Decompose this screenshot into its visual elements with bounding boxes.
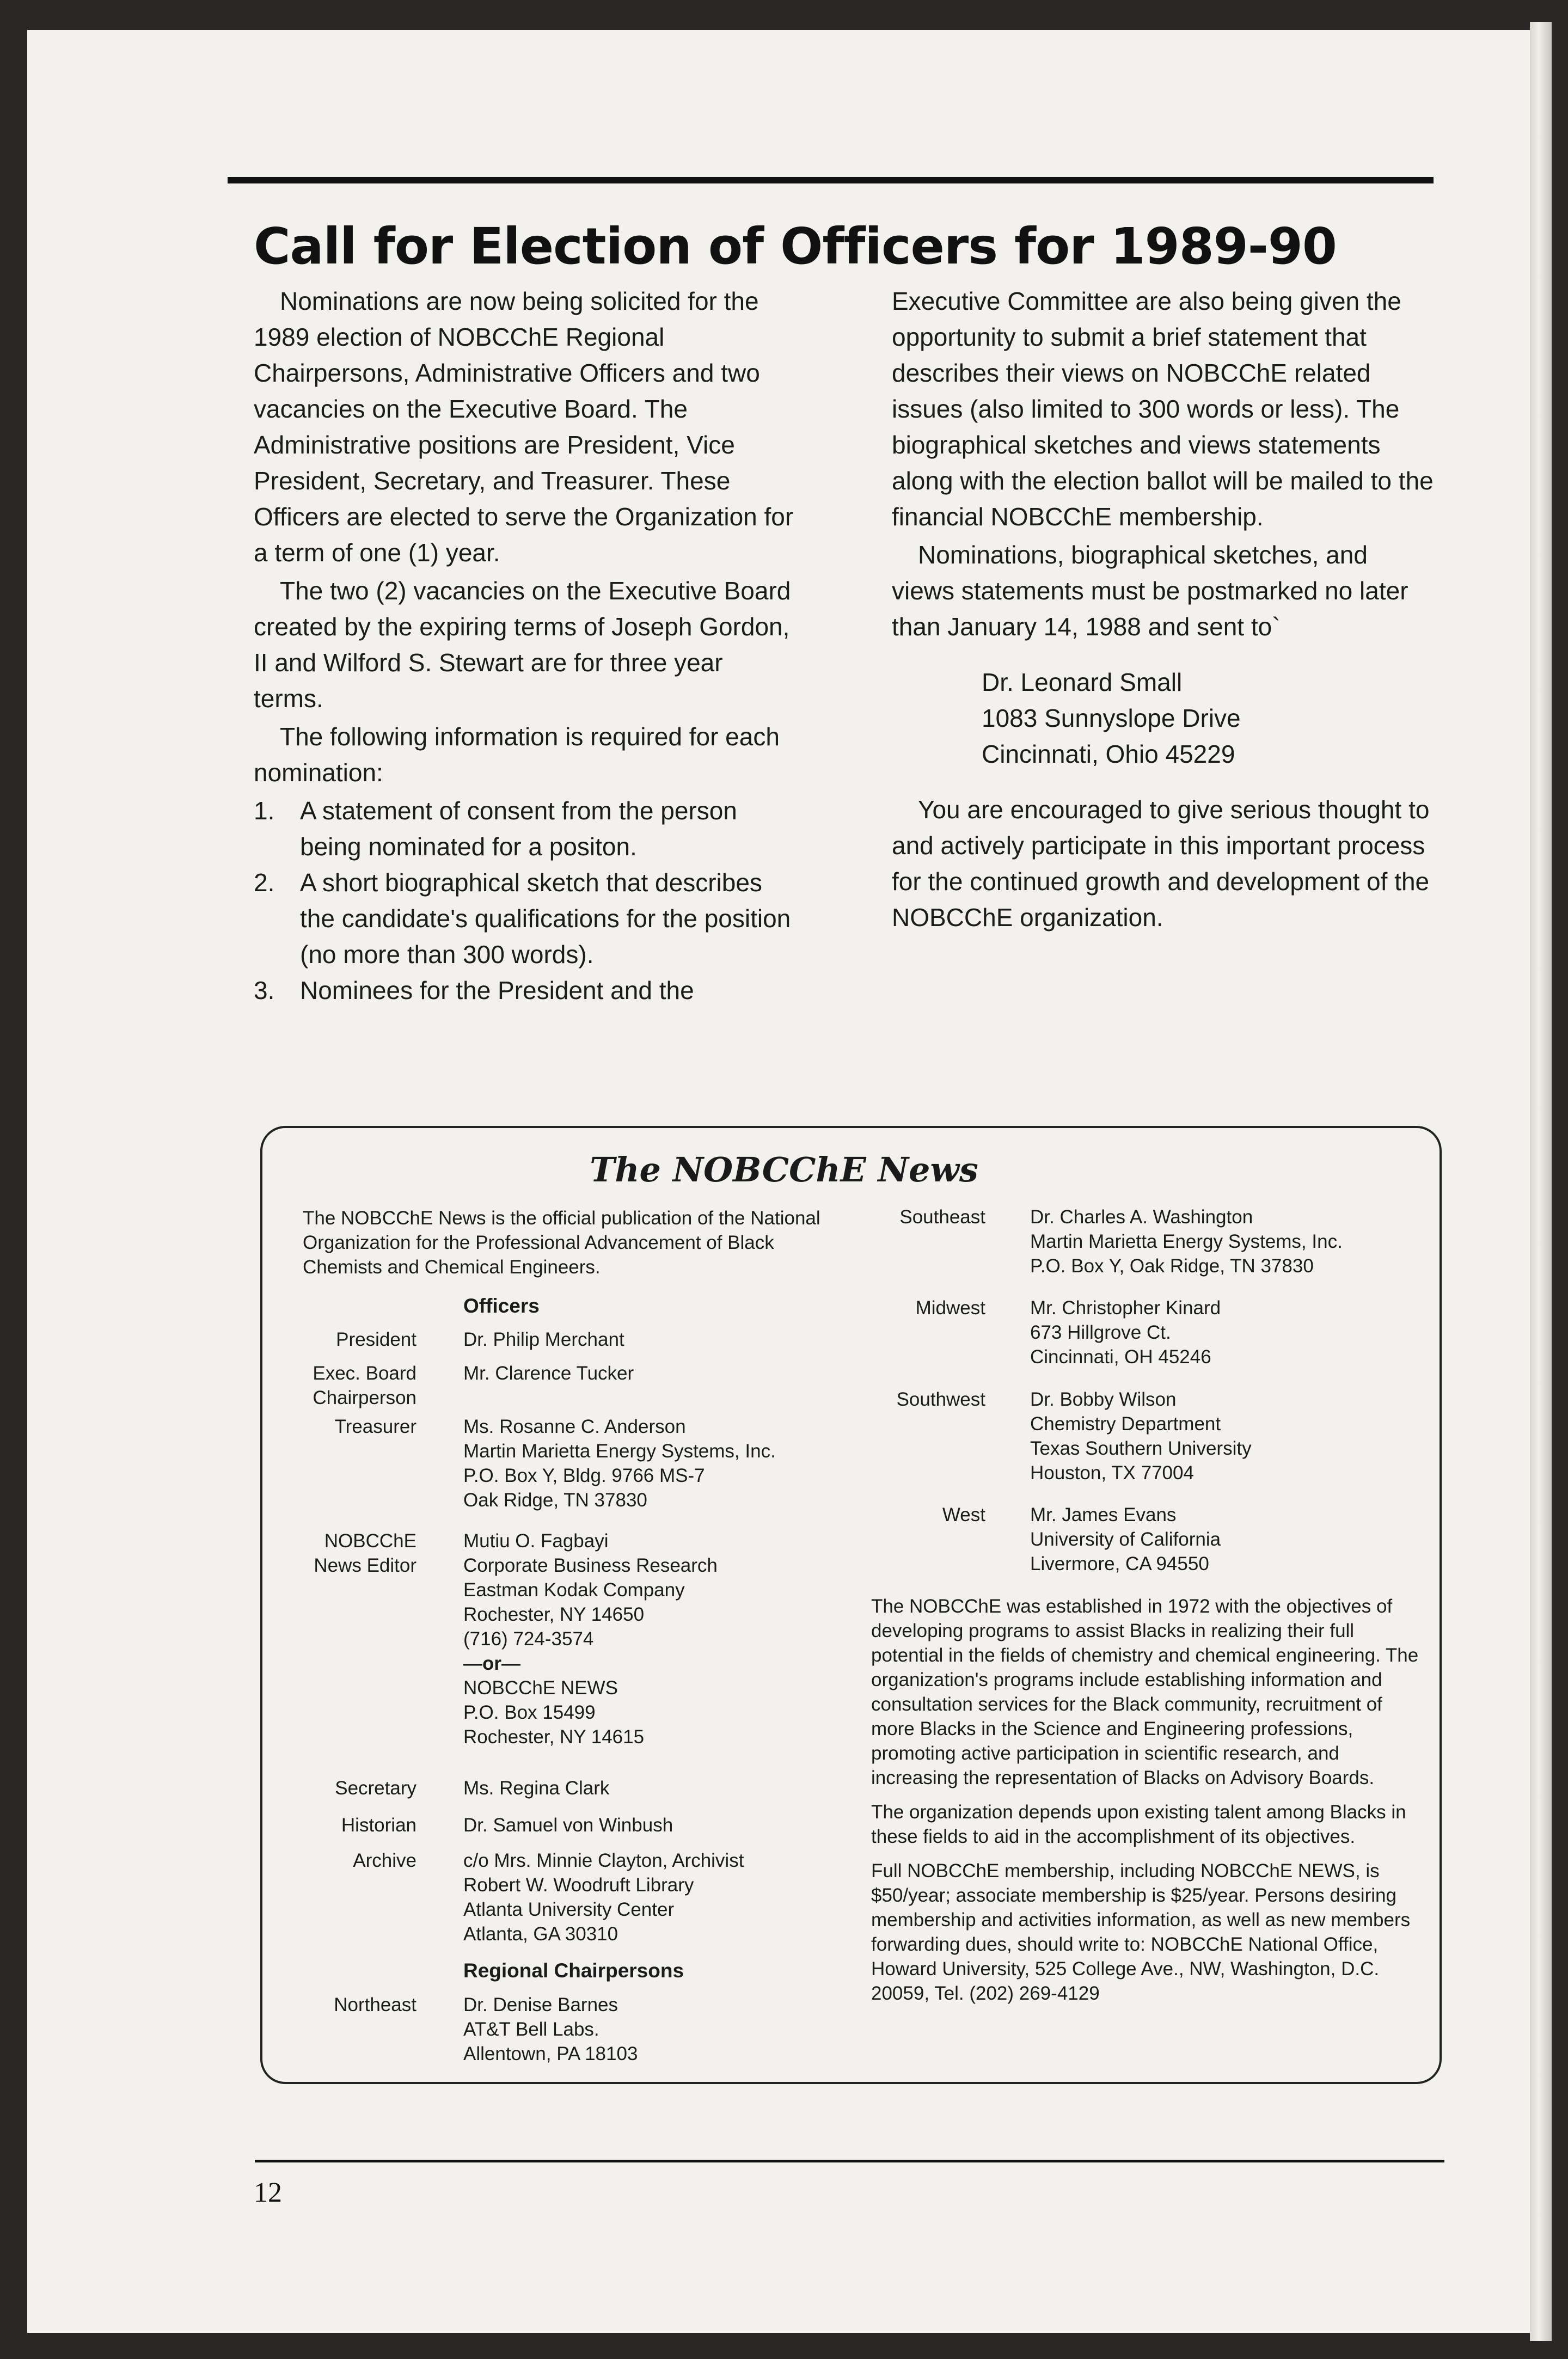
role-detail-line: AT&T Bell Labs. [463,2019,599,2040]
role-detail-line: Ms. Rosanne C. Anderson [463,1416,686,1437]
requirements-list [254,793,798,1008]
role-detail-line: Dr. Denise Barnes [463,1994,618,2015]
role-detail-line: Ms. Regina Clark [463,1778,610,1799]
top-rule [228,177,1434,183]
about-paragraph: The organization depends upon existing talent among Blacks in these fields to aid in the accomplishment of its objectives. [871,1802,1406,1847]
bottom-rule [255,2160,1444,2162]
list-text: Nominees for the President and the [300,976,694,1004]
article-paragraph: Executive Committee are also being given the opportunity to submit a brief statement that describes their views on NOBCChE related issues (also limited to 300 words or less). The biographical sketches and views statements along with the election ballot will be mailed to the financial NOBCChE membership. [892,287,1434,531]
closing-paragraph: You are encouraged to give serious thought to and actively participate in this important process for the continued growth and development of the NOBCChE organization. [892,795,1430,932]
role-label: Secretary [335,1778,416,1799]
mailing-address [982,664,1436,772]
about-paragraph: The NOBCChE was established in 1972 with the objectives of developing programs to assist Blacks in realizing their full potential in the fields of chemistry and chemical engineering. The organization's programs include establishing information and consultation services for the Black community, recruitment of more Blacks in the Science and Engineering professions, promoting active participation in scientific research, and increasing the representation of Blacks on Advisory Boards. [871,1596,1419,1788]
about-organization [871,1594,1426,2015]
article-left-column [254,283,798,1008]
role-detail-line: Chemistry Department [1030,1413,1221,1435]
role-label: President [336,1329,416,1350]
role-detail-line: Livermore, CA 94550 [1030,1553,1209,1574]
role-detail-line: Allentown, PA 18103 [463,2043,638,2064]
role-label: Archive [353,1850,416,1871]
role-detail-line: Dr. Philip Merchant [463,1329,624,1350]
role-detail-line: Atlanta University Center [463,1899,675,1920]
page-number: 12 [254,2177,282,2208]
address-line: Cincinnati, Ohio 45229 [982,740,1235,768]
role-label: Midwest [915,1297,985,1319]
role-detail-line: Rochester, NY 14615 [463,1726,645,1748]
about-paragraph: Full NOBCChE membership, including NOBCChE NEWS, is $50/year; associate membership is $25/year. Persons desiring membership and activities information, as well as new members forwarding dues, should write to: NOBCChE National Office, Howard University, 525 College Ave., NW, Washington, D.C. 20059, Tel. (202) 269-4129 [871,1860,1411,2004]
role-detail-line: Mr. Christopher Kinard [1030,1297,1221,1319]
role-detail-line: Mr. James Evans [1030,1504,1177,1525]
article-title: Call for Election of Officers for 1989-90 [254,217,1337,275]
role-detail-line: University of California [1030,1529,1221,1550]
list-number: 1. [254,796,275,825]
article-right-column [892,283,1436,938]
role-detail-line: Atlanta, GA 30310 [463,1923,618,1945]
article-paragraph: The two (2) vacancies on the Executive Board created by the expiring terms of Joseph Gordon, II and Wilford S. Stewart are for three year terms. [254,577,791,713]
role-label: Northeast [334,1994,416,2015]
role-detail-line: P.O. Box 15499 [463,1702,596,1723]
role-detail-line: Robert W. Woodruft Library [463,1874,694,1896]
address-line: Dr. Leonard Small [982,668,1183,696]
role-detail-line: NOBCChE NEWS [463,1677,618,1699]
role-detail-line: (716) 724-3574 [463,1628,594,1650]
role-detail-line: Eastman Kodak Company [463,1579,685,1601]
article-paragraph: Nominations are now being solicited for the 1989 election of NOBCChE Regional Chairpersons, Administrative Officers and two vacancies on the Executive Board. The Administrative positions are President, Vice President, Secretary, and Treasurer. These Officers are elected to serve the Organization for a term of one (1) year. [254,287,794,567]
role-detail-line: P.O. Box Y, Bldg. 9766 MS-7 [463,1465,705,1486]
role-label: Southeast [899,1206,985,1228]
role-label: NOBCChE News Editor [314,1530,416,1576]
role-detail-line: c/o Mrs. Minnie Clayton, Archivist [463,1850,744,1871]
list-text: A short biographical sketch that describes the candidate's qualifications for the position (no more than 300 words). [300,868,791,969]
role-label: Historian [341,1815,416,1836]
officers-heading: Officers [463,1295,540,1317]
role-label: Southwest [896,1389,985,1410]
address-line: 1083 Sunnyslope Drive [982,704,1241,732]
role-detail-line: Martin Marietta Energy Systems, Inc. [1030,1231,1343,1252]
news-box-title: The NOBCChE News [590,1150,978,1190]
role-label: Treasurer [334,1416,416,1437]
role-detail-line: Houston, TX 77004 [1030,1462,1194,1484]
role-detail-line: Oak Ridge, TN 37830 [463,1490,647,1511]
role-detail-line: —or— [463,1653,520,1674]
news-intro: The NOBCChE News is the official publication of the National Organization for the Professional Advancement of Black Chemists and Chemical Engineers. [303,1208,820,1278]
list-item [254,865,798,972]
role-label: West [942,1504,985,1525]
role-detail-line: Dr. Bobby Wilson [1030,1389,1177,1410]
role-detail-line: Rochester, NY 14650 [463,1604,645,1625]
role-detail-line: 673 Hillgrove Ct. [1030,1322,1171,1343]
list-item [254,972,798,1008]
regional-heading: Regional Chairpersons [463,1959,684,1982]
list-text: A statement of consent from the person being nominated for a positon. [300,796,737,861]
list-number: 2. [254,868,275,897]
list-number: 3. [254,976,275,1004]
role-detail-line: Martin Marietta Energy Systems, Inc. [463,1441,776,1462]
role-detail-line: Mutiu O. Fagbayi [463,1530,609,1552]
list-item [254,793,798,865]
role-detail-line: Corporate Business Research [463,1555,718,1576]
role-detail-line: Cincinnati, OH 45246 [1030,1346,1211,1368]
role-detail-line: Dr. Samuel von Winbush [463,1815,673,1836]
role-detail-line: P.O. Box Y, Oak Ridge, TN 37830 [1030,1255,1314,1277]
role-detail-line: Dr. Charles A. Washington [1030,1206,1253,1228]
article-paragraph: The following information is required for each nomination: [254,722,780,787]
role-detail-line: Texas Southern University [1030,1438,1252,1459]
role-label: Exec. Board Chairperson [313,1363,416,1408]
role-detail-line: Mr. Clarence Tucker [463,1363,634,1384]
article-paragraph: Nominations, biographical sketches, and views statements must be postmarked no later than January 14, 1988 and sent to` [892,541,1408,641]
